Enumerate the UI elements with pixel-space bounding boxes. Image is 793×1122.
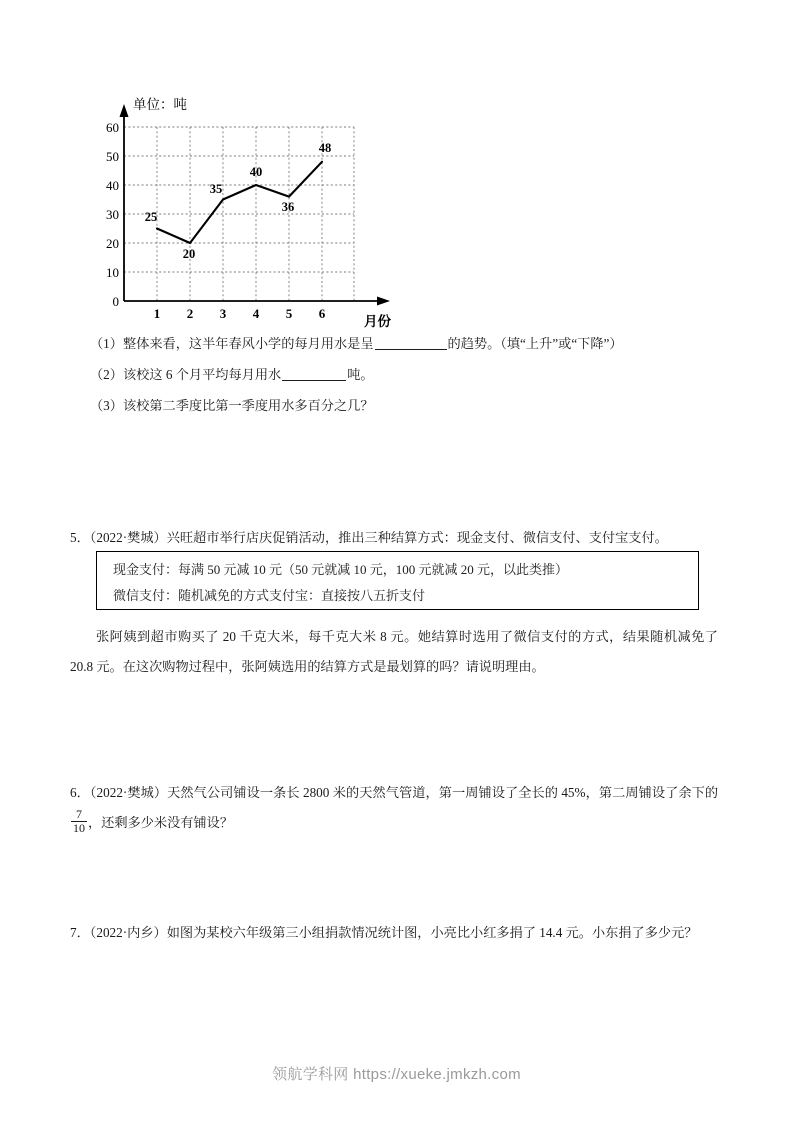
payment-methods-box xyxy=(96,551,699,610)
sub-question-2-before: （2）该校这 6 个月平均每月用水 xyxy=(90,367,282,382)
question-6-number: 6． xyxy=(70,785,90,800)
data-line xyxy=(157,162,322,243)
question-6-stem-part2: ，还剩多少米没有铺设？ xyxy=(88,815,234,830)
question-5-body: 张阿姨到超市购买了 20 千克大米，每千克大米 8 元。她结算时选用了微信支付的方式，结果随机减免了 20.8 元。在这次购物过程中，张阿姨选用的结算方式是最划算的吗？请说明理由。 xyxy=(70,629,718,674)
fraction-numerator: 7 xyxy=(71,808,87,821)
chart-unit-label: 单位：吨 xyxy=(133,97,187,112)
svg-text:20: 20 xyxy=(182,247,196,261)
svg-text:60: 60 xyxy=(106,120,119,135)
water-usage-line-chart xyxy=(92,88,412,329)
svg-text:30: 30 xyxy=(106,207,119,222)
svg-text:5: 5 xyxy=(285,306,293,321)
svg-text:10: 10 xyxy=(106,265,119,280)
y-axis-arrow xyxy=(120,104,129,117)
sub-question-3 xyxy=(90,395,374,414)
watermark-url: https://xueke.jmkzh.com xyxy=(353,1066,521,1083)
answer-blank-1[interactable] xyxy=(375,336,447,350)
chart-xaxis-label: 月份 xyxy=(364,314,391,329)
svg-text:40: 40 xyxy=(106,178,119,193)
sub-question-2-after: 吨。 xyxy=(347,367,374,382)
svg-text:48: 48 xyxy=(318,141,332,155)
svg-text:6: 6 xyxy=(318,306,326,321)
sub-question-3-text: （3）该校第二季度比第一季度用水多百分之几？ xyxy=(90,398,374,413)
svg-text:1: 1 xyxy=(153,306,161,321)
question-5-number: 5． xyxy=(70,530,90,545)
svg-text:3: 3 xyxy=(219,306,227,321)
question-7-stem-text: 如图为某校六年级第三小组捐款情况统计图，小亮比小红多捐了 14.4 元。小东捐了多少元？ xyxy=(166,925,698,940)
question-7-source: （2022·内乡） xyxy=(89,925,167,940)
svg-text:36: 36 xyxy=(281,200,295,214)
svg-text:50: 50 xyxy=(106,149,119,164)
sub-question-1-after: 的趋势。（填“上升”或“下降”） xyxy=(447,336,623,351)
svg-text:25: 25 xyxy=(144,210,158,224)
question-5-stem-text: 兴旺超市举行店庆促销活动，推出三种结算方式：现金支付、微信支付、支付宝支付。 xyxy=(166,530,668,545)
fraction-seven-tenths xyxy=(71,808,87,834)
svg-text:0: 0 xyxy=(112,294,119,309)
promo-cash-payment-line: 现金支付：每满 50 元减 10 元（50 元就减 10 元，100 元就减 20 元，以此类推） xyxy=(113,562,569,577)
svg-text:35: 35 xyxy=(209,182,223,196)
svg-text:4: 4 xyxy=(252,306,260,321)
watermark xyxy=(0,1063,793,1084)
question-7-stem xyxy=(70,918,718,948)
sub-question-2 xyxy=(90,364,374,383)
watermark-site-name: 领航学科网 xyxy=(272,1067,349,1083)
svg-text:20: 20 xyxy=(106,236,119,251)
question-5-source: （2022·樊城） xyxy=(89,530,167,545)
svg-text:2: 2 xyxy=(186,306,194,321)
x-tick-labels xyxy=(154,306,326,321)
sub-question-1 xyxy=(90,333,623,352)
x-axis-arrow xyxy=(377,297,390,306)
question-7-number: 7． xyxy=(70,925,90,940)
promo-wechat-alipay-line: 微信支付：随机减免的方式支付宝：直接按八五折支付 xyxy=(113,588,426,603)
svg-text:40: 40 xyxy=(249,165,263,179)
y-tick-labels xyxy=(106,120,119,309)
sub-question-1-before: （1）整体来看，这半年春风小学的每月用水是呈 xyxy=(90,336,374,351)
question-6-source: （2022·樊城） xyxy=(89,785,168,800)
question-5-stem xyxy=(70,523,718,553)
answer-blank-2[interactable] xyxy=(282,367,346,381)
fraction-denominator: 10 xyxy=(73,820,85,835)
question-6-stem-part1: 天然气公司铺设一条长 2800 米的天然气管道，第一周铺设了全长的 45%，第二周铺设了余下的 xyxy=(167,785,718,800)
question-6-stem xyxy=(70,778,718,838)
